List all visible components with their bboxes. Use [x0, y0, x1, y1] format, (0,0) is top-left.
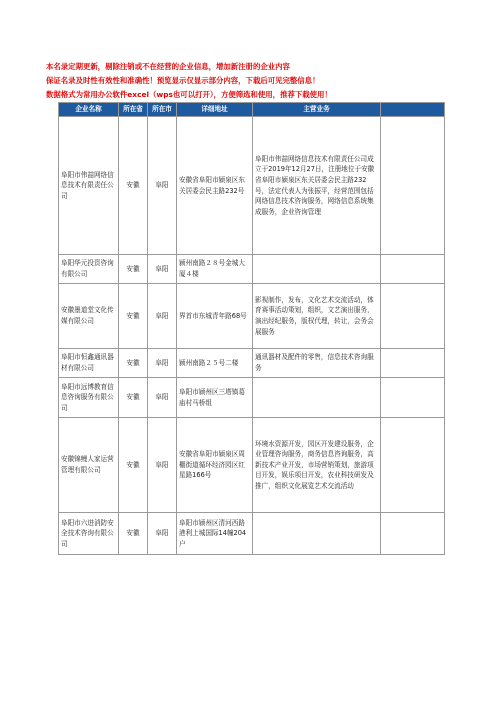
- business-cell: 阜阳市伟喆网络信息技术有限责任公司成立于2019年12月27日，注册地位于安徽省阜阳市颍泉区东关居委会民主路232号，法定代表人为张振平，经营范围包括网络信息技术咨询服务，网络信息系统集成服务，企业咨询管理: [253, 117, 381, 255]
- company-name-cell: 安徽锦鲤人家运营管理有限公司: [59, 418, 119, 513]
- table-row: [59, 378, 445, 418]
- table-row: [59, 284, 445, 349]
- table-header-row: [59, 103, 445, 117]
- company-name-cell: 阜阳华元投资咨询有限公司: [59, 255, 119, 284]
- company-name-cell: 阜阳市六进消防安全技术咨询有限公司: [59, 513, 119, 555]
- notice-line: 数据格式为常用办公软件excel（wps也可以打开），方便筛选和使用，推荐下载使用！: [46, 90, 332, 99]
- header-business: 主营业务: [253, 103, 381, 117]
- notice-line: 保证名录及时性有效性和准确性！预览显示仅显示部分内容，下载后可见完整信息！: [46, 76, 320, 85]
- notice-line: 本名录定期更新，剔除注销或不在经营的企业信息，增加新注册的企业内容: [46, 62, 290, 71]
- company-table: [58, 102, 445, 555]
- business-cell: 通讯器材及配件的零售，信息技术咨询服务: [253, 349, 381, 378]
- company-name-cell: 阜阳市远博教育信息咨询服务有限公司: [59, 378, 119, 418]
- province-cell: 安徽: [119, 418, 148, 513]
- province-cell: 安徽: [119, 255, 148, 284]
- table-row: [59, 349, 445, 378]
- header-extra: [381, 103, 445, 117]
- business-cell: [253, 378, 381, 418]
- province-cell: 安徽: [119, 349, 148, 378]
- province-cell: 安徽: [119, 117, 148, 255]
- address-cell: 阜阳市颍州区清河西路港利上城国际14幢204户: [177, 513, 253, 555]
- city-cell: 阜阳: [148, 349, 177, 378]
- city-cell: 阜阳: [148, 117, 177, 255]
- province-cell: 安徽: [119, 513, 148, 555]
- company-name-cell: 阜阳市伟喆网络信息技术有限责任公司: [59, 117, 119, 255]
- city-cell: 阜阳: [148, 284, 177, 349]
- province-cell: 安徽: [119, 378, 148, 418]
- business-cell: 影视制作，发布，文化艺术交流活动，体育赛事活动策划，组织，文艺演出服务，演出经纪服务，版权代理，转让，会务会展服务: [253, 284, 381, 349]
- header-province: 所在省: [119, 103, 148, 117]
- city-cell: 阜阳: [148, 378, 177, 418]
- address-cell: 安徽省阜阳市颍泉区东关居委会民主路232号: [177, 117, 253, 255]
- extra-cell: [381, 284, 445, 349]
- extra-cell: [381, 378, 445, 418]
- table-row: [59, 117, 445, 255]
- province-cell: 安徽: [119, 284, 148, 349]
- extra-cell: [381, 418, 445, 513]
- header-city: 所在市: [148, 103, 177, 117]
- company-name-cell: 安徽墨道堂文化传媒有限公司: [59, 284, 119, 349]
- table-row: [59, 513, 445, 555]
- address-cell: 阜阳市颍州区三塔镇葛庙村马桥组: [177, 378, 253, 418]
- business-cell: [253, 513, 381, 555]
- city-cell: 阜阳: [148, 418, 177, 513]
- city-cell: 阜阳: [148, 255, 177, 284]
- address-cell: 颍州南路２８号金城大厦４楼: [177, 255, 253, 284]
- table-row: [59, 418, 445, 513]
- extra-cell: [381, 117, 445, 255]
- notice-block: [46, 60, 466, 102]
- business-cell: [253, 255, 381, 284]
- company-name-cell: 阜阳市恒鑫通讯器材有限公司: [59, 349, 119, 378]
- address-cell: 界首市东城青年路68号: [177, 284, 253, 349]
- header-company-name: 企业名称: [59, 103, 119, 117]
- address-cell: 颍州南路２５号二楼: [177, 349, 253, 378]
- business-cell: 环境水资源开发，园区开发建设服务，企业管理咨询服务，商务信息咨询服务，高新技术产业开发，市场营销策划，旅游项目开发，娱乐项目开发，农业科技研发及推广，组织文化展览艺术交流活动: [253, 418, 381, 513]
- extra-cell: [381, 513, 445, 555]
- extra-cell: [381, 255, 445, 284]
- city-cell: 阜阳: [148, 513, 177, 555]
- header-address: 详细地址: [177, 103, 253, 117]
- extra-cell: [381, 349, 445, 378]
- table-row: [59, 255, 445, 284]
- address-cell: 安徽省阜阳市颍泉区周棚街道循环经济园区红星路166号: [177, 418, 253, 513]
